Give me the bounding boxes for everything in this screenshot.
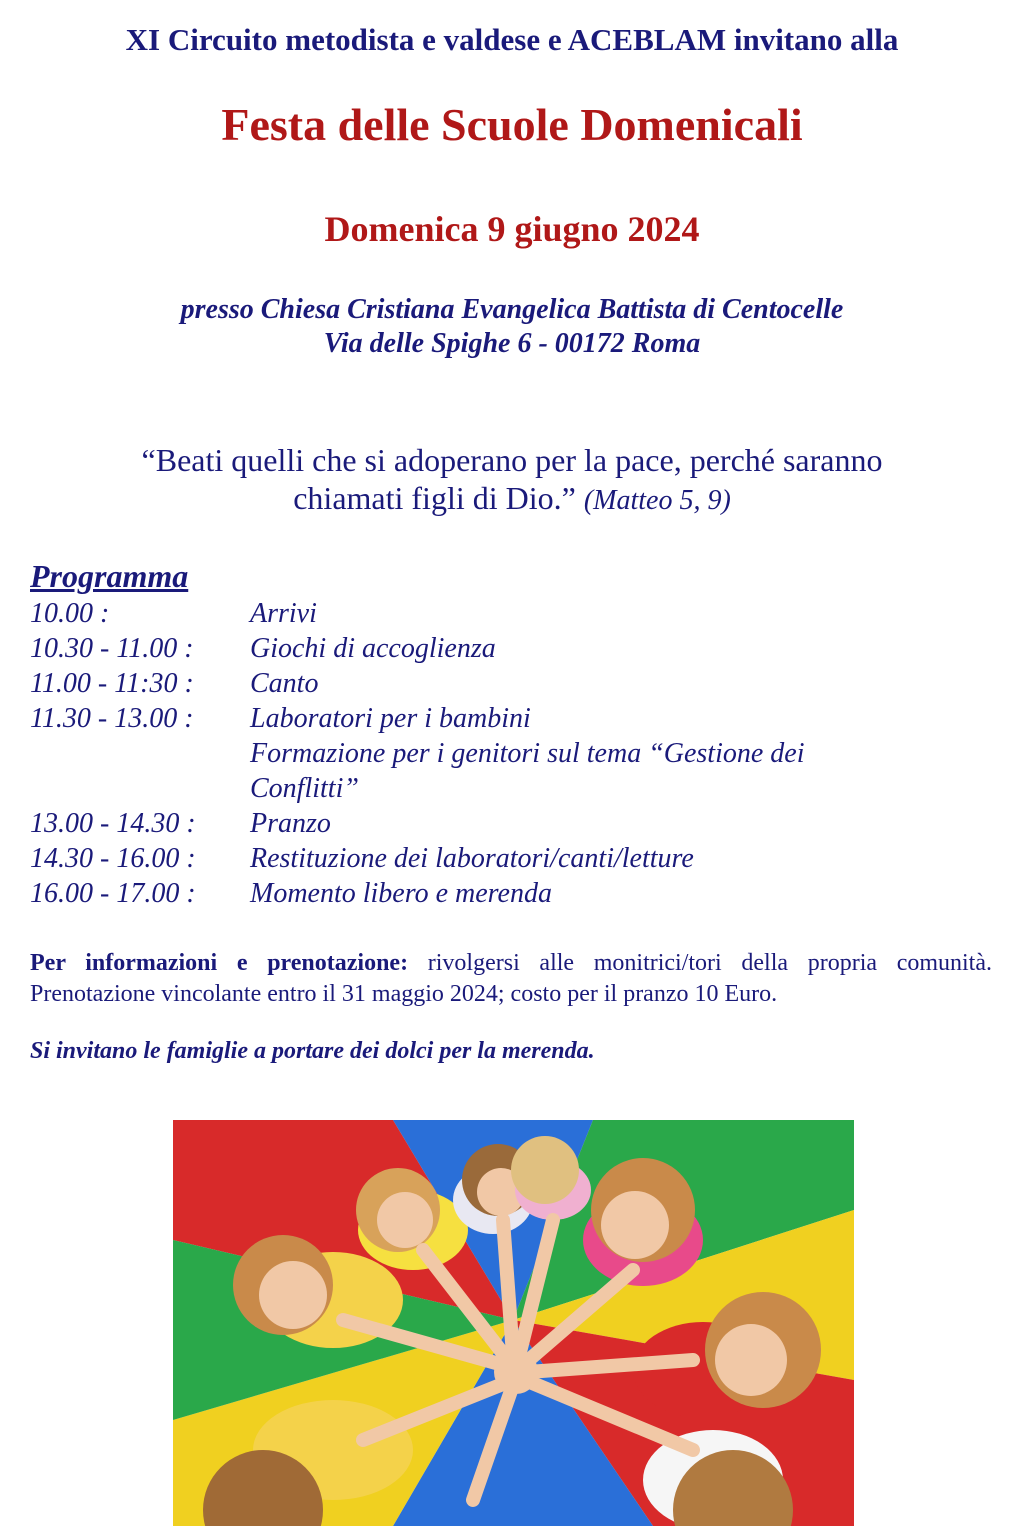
event-date: Domenica 9 giugno 2024 [324, 209, 700, 249]
program-activity: Canto [250, 668, 319, 699]
program-activities [250, 876, 990, 911]
program-activity: Arrivi [250, 598, 317, 629]
program-activities [250, 666, 990, 701]
program-time: 16.00 - 17.00 : [30, 878, 196, 909]
program-time: 14.30 - 16.00 : [30, 843, 196, 874]
info-label: Per informazioni e prenotazione: [30, 950, 409, 976]
venue-name: presso Chiesa Cristiana Evangelica Battista di Centocelle [180, 294, 844, 325]
program-activity: Formazione per i genitori sul tema “Gestione dei [250, 738, 805, 769]
organizers-header: XI Circuito metodista e valdese e ACEBLAM invitano alla [125, 22, 899, 57]
program-activities [250, 806, 990, 841]
program-activities [250, 631, 990, 666]
program-item [30, 876, 990, 911]
program-activity: Conflitti” [250, 773, 359, 804]
program-list [30, 596, 990, 911]
program-item [30, 841, 990, 876]
info-paragraph [30, 948, 992, 1010]
program-activities [250, 701, 990, 806]
event-title: Festa delle Scuole Domenicali [221, 99, 803, 150]
children-photo [173, 1120, 854, 1526]
invite-note: Si invitano le famiglie a portare dei dolci per la merenda. [30, 1038, 595, 1064]
program-item [30, 701, 990, 806]
program-time: 10.30 - 11.00 : [30, 633, 194, 664]
program-activity: Giochi di accoglienza [250, 633, 496, 664]
venue-address: Via delle Spighe 6 - 00172 Roma [323, 328, 701, 359]
program-activity: Pranzo [250, 808, 331, 839]
program-time: 13.00 - 14.30 : [30, 808, 196, 839]
program-heading: Programma [30, 558, 189, 594]
bible-quote-text: chiamati figli di Dio.” [293, 480, 576, 516]
program-time: 11.30 - 13.00 : [30, 703, 194, 734]
bible-quote-reference: (Matteo 5, 9) [583, 485, 731, 516]
program-activities [250, 841, 990, 876]
bible-quote-line2 [0, 480, 1024, 517]
bible-quote-line1: “Beati quelli che si adoperano per la pace, perché saranno [141, 442, 883, 478]
program-item [30, 596, 990, 631]
program-item [30, 631, 990, 666]
program-activities [250, 596, 990, 631]
program-time: 11.00 - 11:30 : [30, 668, 194, 699]
program-activity: Laboratori per i bambini [250, 703, 531, 734]
info-text: rivolgersi alle monitrici/tori della propria comunità. Prenotazione vincolante entro il 31 maggio 2024; costo per il pranzo 10 Euro. [30, 950, 992, 1007]
program-activity: Restituzione dei laboratori/canti/letture [250, 843, 694, 874]
program-item [30, 806, 990, 841]
program-activity: Momento libero e merenda [250, 878, 552, 909]
children-circle-illustration [173, 1120, 854, 1526]
program-item [30, 666, 990, 701]
program-time: 10.00 : [30, 598, 110, 629]
